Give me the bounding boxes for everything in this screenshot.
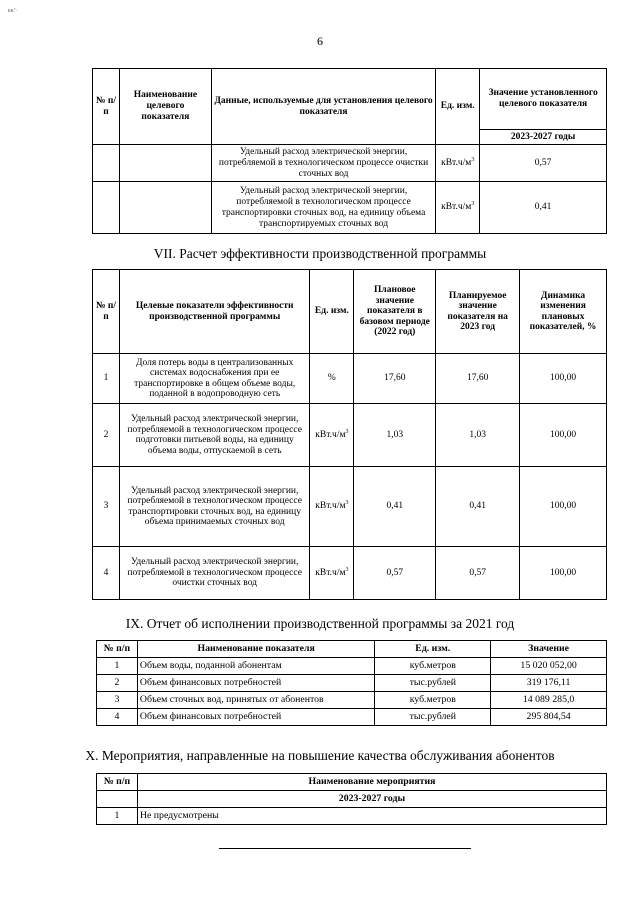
cell-unit: % — [310, 354, 354, 404]
cell-unit: $кВт.ч/м^3$ — [436, 145, 480, 182]
cell-value: 14 089 285,0 — [491, 692, 607, 709]
header-num: № п/п — [97, 641, 138, 658]
cell-indicator: Удельный расход электрической энергии, потребляемой в технологическом процессе транспортировки сточных вод, на единицу объема принимаемых сточных вод — [119, 467, 309, 547]
cell-plan: 0,41 — [436, 467, 520, 547]
table-row — [97, 692, 607, 709]
header-period: 2023-2027 годы — [480, 130, 607, 145]
report-table — [96, 640, 607, 726]
cell-name: Объем финансовых потребностей — [137, 675, 374, 692]
cell-unit: $кВт.ч/м^3$ — [310, 404, 354, 467]
cell-num — [93, 182, 120, 234]
header-planned-2023: Планируемое значение показателя на 2023 год — [436, 270, 520, 354]
cell-num: 1 — [93, 354, 120, 404]
cell-dynamics: 100,00 — [520, 547, 607, 600]
table-row — [97, 675, 607, 692]
efficiency-table — [92, 269, 607, 600]
target-indicators-table — [92, 68, 607, 234]
header-num: № п/п — [97, 774, 138, 791]
page-number: 6 — [317, 34, 323, 48]
cell-unit: куб.метров — [375, 692, 491, 709]
table-row — [93, 467, 607, 547]
cell-name: Объем воды, поданной абонентам — [137, 658, 374, 675]
table-row — [93, 547, 607, 600]
header-num: № п/п — [93, 69, 120, 145]
header-value: Значение установленного целевого показателя — [480, 69, 607, 130]
cell-unit: тыс.рублей — [375, 709, 491, 726]
cell-num: 3 — [93, 467, 120, 547]
cell-unit: $кВт.ч/м^3$ — [310, 467, 354, 547]
cell-indicator — [119, 182, 211, 234]
table-row — [93, 354, 607, 404]
cell-indicator: Доля потерь воды в централизованных системах водоснабжения при ее транспортировке в общем объеме воды, поданной в водопроводную сеть — [119, 354, 309, 404]
cell-data: Удельный расход электрической энергии, потребляемой в технологическом процессе очистки сточных вод — [211, 145, 435, 182]
cell-base: 1,03 — [354, 404, 436, 467]
header-unit: Ед. изм. — [436, 69, 480, 145]
header-unit: Ед. изм. — [375, 641, 491, 658]
measures-table — [96, 773, 607, 825]
section-9-title: IX. Отчет об исполнении производственной программы за 2021 год — [125, 616, 515, 631]
cell-base: 17,60 — [354, 354, 436, 404]
header-planned-base: Плановое значение показателя в базовом периоде (2022 год) — [354, 270, 436, 354]
header-value: Значение — [491, 641, 607, 658]
cell-value: 295 804,54 — [491, 709, 607, 726]
period-row: 2023-2027 годы — [137, 791, 606, 808]
table-row — [97, 658, 607, 675]
cell-data: Удельный расход электрической энергии, потребляемой в технологическом процессе транспортировки сточных вод, на единицу объема транспортируемых сточных вод — [211, 182, 435, 234]
cell-plan: 0,57 — [436, 547, 520, 600]
header-indicator: Целевые показатели эффективности производственной программы — [119, 270, 309, 354]
header-name: Наименование мероприятия — [137, 774, 606, 791]
cell-value: 0,57 — [480, 145, 607, 182]
section-10-title: X. Мероприятия, направленные на повышение качества обслуживания абонентов — [85, 748, 555, 763]
cell-plan: 17,60 — [436, 354, 520, 404]
bottom-divider-line — [219, 848, 471, 849]
cell-num: 4 — [93, 547, 120, 600]
section-7-title: VII. Расчет эффективности производственной программы — [153, 246, 487, 261]
cell-base: 0,41 — [354, 467, 436, 547]
table-row — [93, 404, 607, 467]
cell-name: Объем финансовых потребностей — [137, 709, 374, 726]
cell-value: 15 020 052,00 — [491, 658, 607, 675]
cell-dynamics: 100,00 — [520, 467, 607, 547]
scan-corner-mark: ᴇᴋʼ· — [8, 8, 18, 14]
cell-dynamics: 100,00 — [520, 354, 607, 404]
cell-num: 1 — [97, 658, 138, 675]
cell-num — [93, 145, 120, 182]
cell-indicator: Удельный расход электрической энергии, потребляемой в технологическом процессе подготовки питьевой воды, на единицу объема воды, отпускаемой в сеть — [119, 404, 309, 467]
cell-unit: куб.метров — [375, 658, 491, 675]
cell-num: 4 — [97, 709, 138, 726]
cell-num: 2 — [93, 404, 120, 467]
table-row — [97, 709, 607, 726]
header-indicator: Наименование целевого показателя — [119, 69, 211, 145]
cell-dynamics: 100,00 — [520, 404, 607, 467]
cell-unit: тыс.рублей — [375, 675, 491, 692]
cell-value: 0,41 — [480, 182, 607, 234]
cell-value: 319 176,11 — [491, 675, 607, 692]
cell-name: Объем сточных вод, принятых от абонентов — [137, 692, 374, 709]
header-num: № п/п — [93, 270, 120, 354]
table-row — [93, 145, 607, 182]
header-unit: Ед. изм. — [310, 270, 354, 354]
table-row — [93, 182, 607, 234]
header-data: Данные, используемые для установления целевого показателя — [211, 69, 435, 145]
cell-empty — [97, 791, 138, 808]
cell-base: 0,57 — [354, 547, 436, 600]
cell-num: 2 — [97, 675, 138, 692]
cell-name: Не предусмотрены — [137, 808, 606, 825]
table-row — [97, 808, 607, 825]
header-name: Наименование показателя — [137, 641, 374, 658]
cell-indicator: Удельный расход электрической энергии, потребляемой в технологическом процессе очистки сточных вод — [119, 547, 309, 600]
cell-unit: $кВт.ч/м^3$ — [436, 182, 480, 234]
cell-plan: 1,03 — [436, 404, 520, 467]
cell-indicator — [119, 145, 211, 182]
cell-num: 3 — [97, 692, 138, 709]
header-dynamics: Динамика изменения плановых показателей, % — [520, 270, 607, 354]
cell-unit: $кВт.ч/м^3$ — [310, 547, 354, 600]
cell-num: 1 — [97, 808, 138, 825]
